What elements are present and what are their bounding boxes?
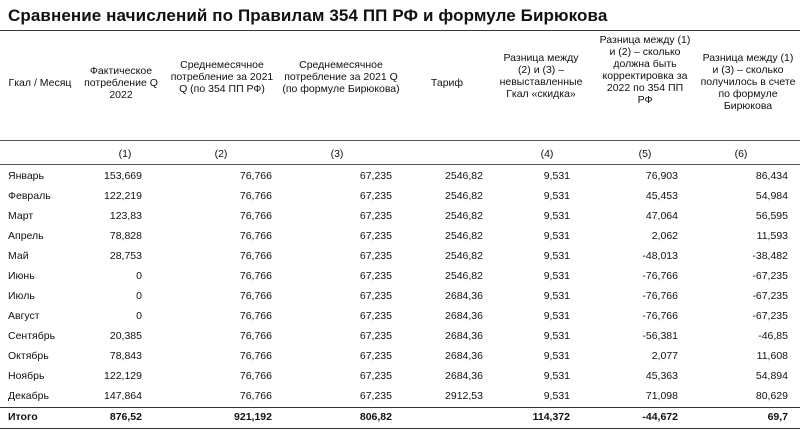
cell-diff-1-3: -67,235 xyxy=(752,270,788,282)
cell-diff-2-3: 9,531 xyxy=(543,210,570,222)
cell-diff-1-3: 11,593 xyxy=(756,230,788,242)
total-label: Итого xyxy=(8,411,38,423)
cell-diff-2-3: 9,531 xyxy=(543,290,570,302)
header-col-tariff: Тариф xyxy=(430,77,464,89)
cell-avg-biryukov: 67,235 xyxy=(359,210,392,222)
cell-diff-2-3: 9,531 xyxy=(543,390,570,402)
cell-diff-1-2: 47,064 xyxy=(645,210,678,222)
table-row xyxy=(0,327,800,347)
cell-avg-354: 76,766 xyxy=(239,390,272,402)
cell-diff-1-3: 54,984 xyxy=(755,190,788,202)
cell-diff-1-3: 80,629 xyxy=(755,390,788,402)
cell-actual: 0 xyxy=(136,270,142,282)
cell-month: Август xyxy=(8,310,40,322)
col-number-1: (1) xyxy=(118,148,132,160)
cell-avg-biryukov: 67,235 xyxy=(359,370,392,382)
cell-diff-1-2: -56,381 xyxy=(642,330,678,342)
cell-diff-2-3: 9,531 xyxy=(543,170,570,182)
cell-month: Март xyxy=(8,210,34,222)
cell-diff-1-2: 2,077 xyxy=(651,350,678,362)
cell-diff-2-3: 9,531 xyxy=(543,330,570,342)
cell-diff-2-3: 9,531 xyxy=(543,350,570,362)
cell-actual: 153,669 xyxy=(104,170,142,182)
cell-tariff: 2546,82 xyxy=(445,270,483,282)
total-avg-biryukov: 806,82 xyxy=(359,411,392,423)
cell-month: Февраль xyxy=(8,190,51,202)
cell-avg-biryukov: 67,235 xyxy=(359,390,392,402)
cell-month: Сентябрь xyxy=(8,330,56,342)
cell-diff-1-2: 45,453 xyxy=(645,190,678,202)
cell-avg-354: 76,766 xyxy=(239,210,272,222)
cell-diff-2-3: 9,531 xyxy=(543,270,570,282)
header-month: Гкал / Месяц xyxy=(8,77,72,89)
cell-tariff: 2546,82 xyxy=(445,230,483,242)
cell-diff-1-2: 71,098 xyxy=(645,390,678,402)
table-row xyxy=(0,347,800,367)
cell-month: Июль xyxy=(8,290,35,302)
col-number-6: (6) xyxy=(734,148,748,160)
cell-month: Апрель xyxy=(8,230,44,242)
cell-month: Ноябрь xyxy=(8,370,45,382)
cell-avg-biryukov: 67,235 xyxy=(359,190,392,202)
cell-diff-1-3: 54,894 xyxy=(755,370,788,382)
cell-actual: 78,828 xyxy=(109,230,142,242)
cell-month: Январь xyxy=(8,170,44,182)
cell-month: Май xyxy=(8,250,29,262)
table-row xyxy=(0,367,800,387)
total-diff-2-3: 114,372 xyxy=(532,411,570,423)
cell-diff-1-2: -76,766 xyxy=(642,290,678,302)
cell-avg-354: 76,766 xyxy=(239,230,272,242)
cell-avg-biryukov: 67,235 xyxy=(359,230,392,242)
table-row xyxy=(0,387,800,407)
cell-avg-354: 76,766 xyxy=(239,370,272,382)
header-col-5: Разница между (1) и (2) – сколько должна быть корректировка за 2022 по 354 ПП РФ xyxy=(599,34,691,106)
table-row xyxy=(0,247,800,267)
col-number-2: (2) xyxy=(214,148,228,160)
cell-tariff: 2546,82 xyxy=(445,250,483,262)
col-number-5: (5) xyxy=(638,148,652,160)
cell-month: Октябрь xyxy=(8,350,49,362)
cell-tariff: 2546,82 xyxy=(445,170,483,182)
cell-diff-1-3: -67,235 xyxy=(752,310,788,322)
cell-tariff: 2546,82 xyxy=(445,190,483,202)
cell-tariff: 2684,36 xyxy=(445,350,483,362)
cell-tariff: 2912,53 xyxy=(445,390,483,402)
total-diff-1-2: -44,672 xyxy=(642,411,678,423)
col-number-3: (3) xyxy=(330,148,344,160)
table-row xyxy=(0,207,800,227)
cell-actual: 122,219 xyxy=(104,190,142,202)
cell-actual: 147,864 xyxy=(104,390,142,402)
table-row xyxy=(0,167,800,187)
cell-avg-biryukov: 67,235 xyxy=(359,270,392,282)
cell-diff-1-2: -76,766 xyxy=(642,270,678,282)
cell-diff-2-3: 9,531 xyxy=(543,190,570,202)
cell-actual: 122,129 xyxy=(104,370,142,382)
cell-diff-2-3: 9,531 xyxy=(543,370,570,382)
total-avg-354: 921,192 xyxy=(234,411,272,423)
cell-diff-1-3: -38,482 xyxy=(752,250,788,262)
cell-diff-1-3: -46,85 xyxy=(758,330,788,342)
cell-diff-1-2: 2,062 xyxy=(651,230,678,242)
header-col-1: Фактическое потребление Q 2022 xyxy=(84,65,158,101)
cell-actual: 20,385 xyxy=(109,330,142,342)
body-top-rule xyxy=(0,164,800,165)
cell-actual: 0 xyxy=(136,290,142,302)
cell-diff-1-2: 76,903 xyxy=(645,170,678,182)
table-row xyxy=(0,187,800,207)
cell-avg-354: 76,766 xyxy=(239,310,272,322)
cell-month: Июнь xyxy=(8,270,35,282)
total-actual: 876,52 xyxy=(109,411,142,423)
cell-diff-1-3: -67,235 xyxy=(752,290,788,302)
header-bottom-rule xyxy=(0,140,800,141)
total-diff-1-3: 69,7 xyxy=(767,411,788,423)
cell-actual: 123,83 xyxy=(109,210,142,222)
cell-avg-biryukov: 67,235 xyxy=(359,330,392,342)
cell-diff-1-2: -48,013 xyxy=(642,250,678,262)
cell-diff-1-2: -76,766 xyxy=(642,310,678,322)
header-col-6: Разница между (1) и (3) – сколько получилось в счете по формуле Бирюкова xyxy=(700,52,796,112)
header-col-3: Среднемесячное потребление за 2021 Q (по формуле Бирюкова) xyxy=(282,59,400,95)
header-col-2: Среднемесячное потребление за 2021 Q (по 354 ПП РФ) xyxy=(170,59,274,95)
cell-month: Декабрь xyxy=(8,390,49,402)
cell-avg-biryukov: 67,235 xyxy=(359,290,392,302)
cell-diff-1-3: 56,595 xyxy=(755,210,788,222)
cell-diff-2-3: 9,531 xyxy=(543,250,570,262)
cell-tariff: 2684,36 xyxy=(445,290,483,302)
cell-avg-354: 76,766 xyxy=(239,290,272,302)
cell-avg-354: 76,766 xyxy=(239,330,272,342)
cell-tariff: 2546,82 xyxy=(445,210,483,222)
page-title: Сравнение начислений по Правилам 354 ПП РФ и формуле Бирюкова xyxy=(8,6,608,25)
cell-avg-biryukov: 67,235 xyxy=(359,250,392,262)
header-col-4: Разница между (2) и (3) – невыставленные Гкал «скидка» xyxy=(499,52,583,100)
col-number-4: (4) xyxy=(540,148,554,160)
total-row xyxy=(0,408,800,428)
cell-diff-1-2: 45,363 xyxy=(645,370,678,382)
cell-actual: 78,843 xyxy=(109,350,142,362)
cell-avg-biryukov: 67,235 xyxy=(359,310,392,322)
cell-avg-biryukov: 67,235 xyxy=(359,350,392,362)
table-row xyxy=(0,287,800,307)
cell-avg-354: 76,766 xyxy=(239,270,272,282)
cell-tariff: 2684,36 xyxy=(445,310,483,322)
cell-avg-354: 76,766 xyxy=(239,350,272,362)
cell-tariff: 2684,36 xyxy=(445,370,483,382)
cell-avg-354: 76,766 xyxy=(239,170,272,182)
cell-actual: 0 xyxy=(136,310,142,322)
cell-diff-2-3: 9,531 xyxy=(543,230,570,242)
cell-diff-2-3: 9,531 xyxy=(543,310,570,322)
header-top-rule xyxy=(0,30,800,31)
cell-avg-354: 76,766 xyxy=(239,250,272,262)
total-bottom-rule xyxy=(0,428,800,429)
cell-diff-1-3: 11,608 xyxy=(756,350,788,362)
table-row xyxy=(0,227,800,247)
cell-tariff: 2684,36 xyxy=(445,330,483,342)
table-row xyxy=(0,307,800,327)
cell-diff-1-3: 86,434 xyxy=(755,170,788,182)
cell-actual: 28,753 xyxy=(109,250,142,262)
cell-avg-biryukov: 67,235 xyxy=(359,170,392,182)
cell-avg-354: 76,766 xyxy=(239,190,272,202)
table-row xyxy=(0,267,800,287)
